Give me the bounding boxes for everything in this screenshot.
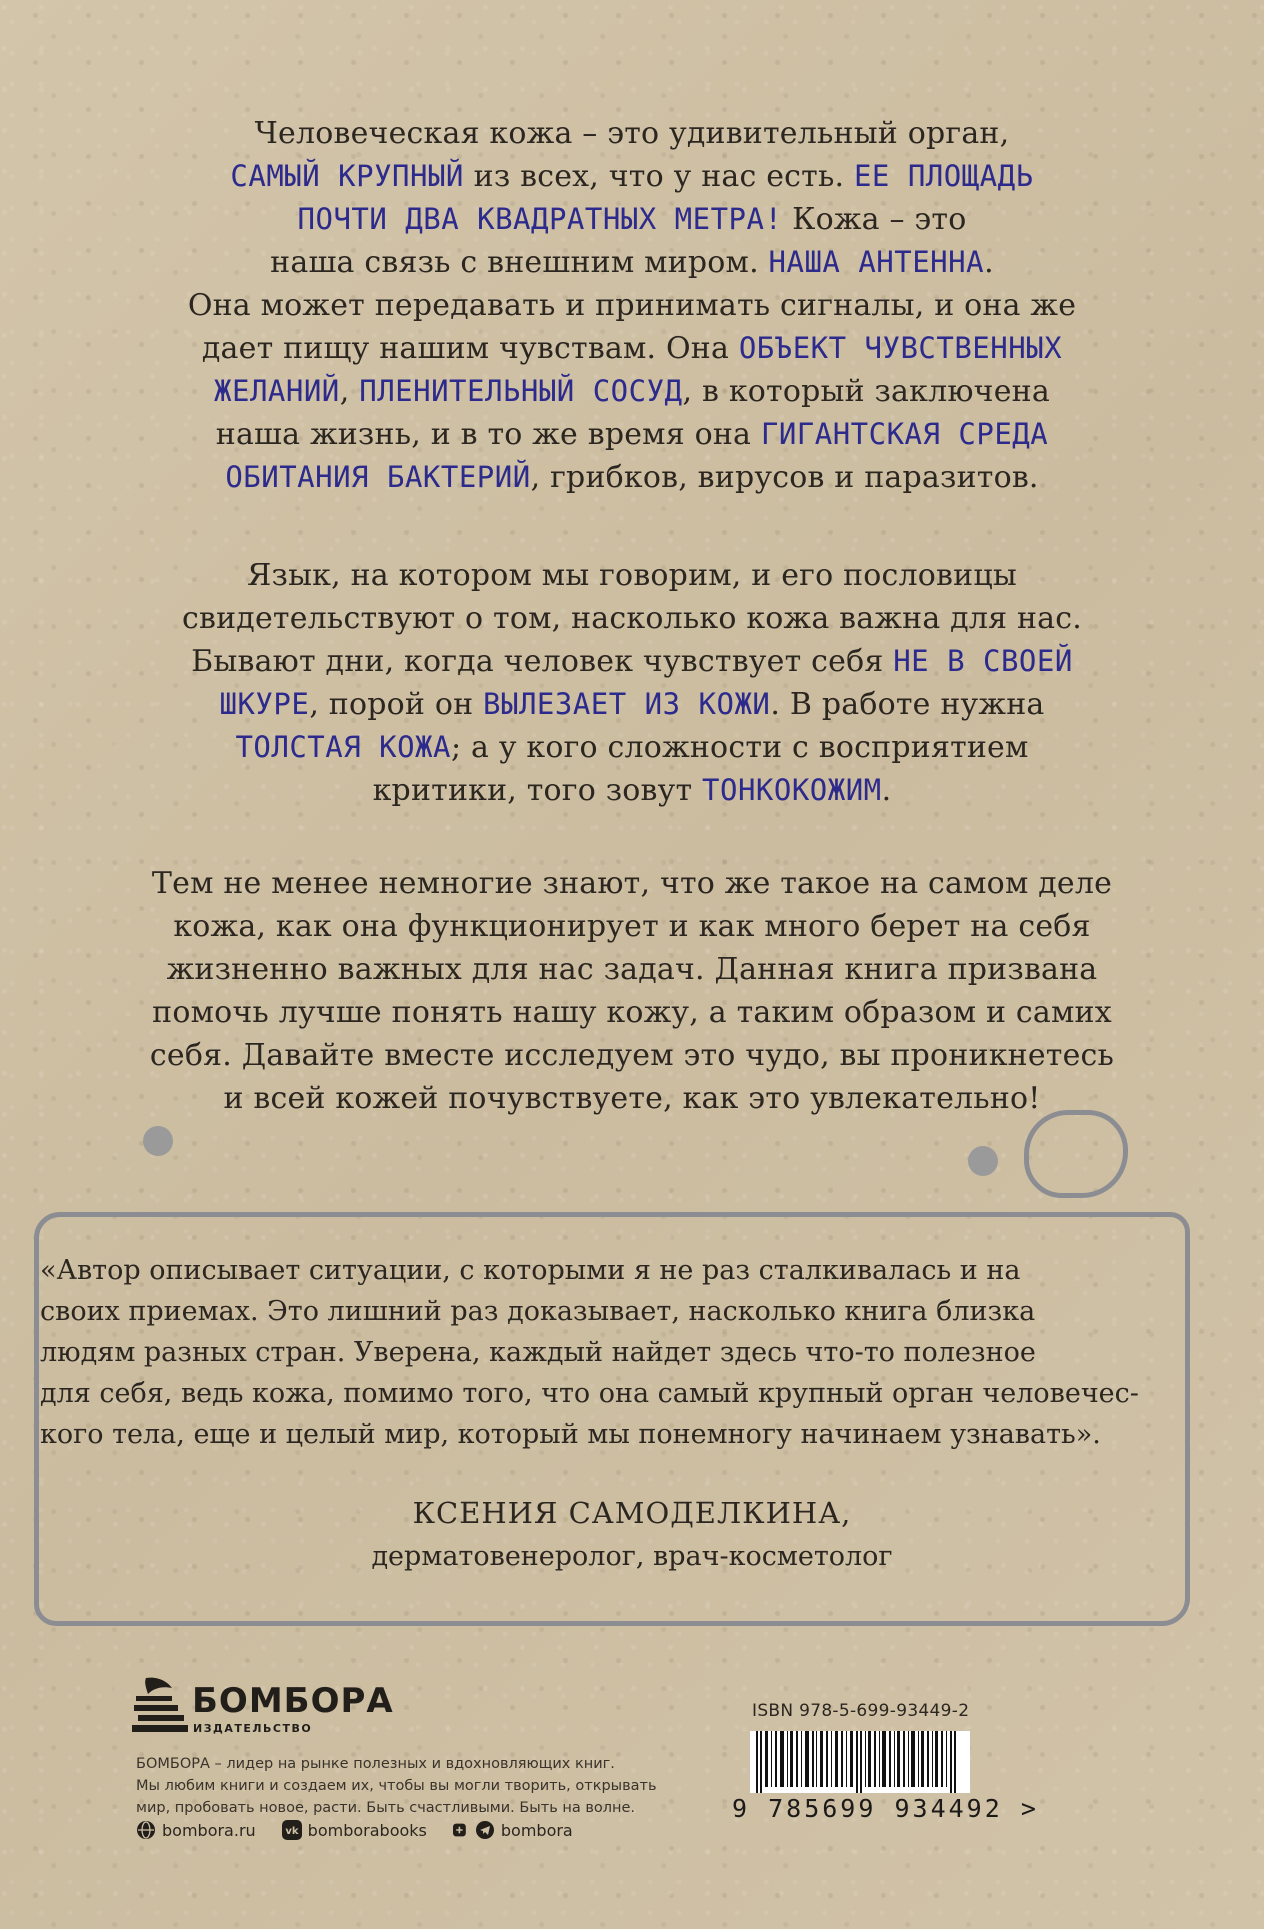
text-line: Тем не менее немногие знают, что же такое на самом деле <box>151 866 1113 901</box>
quote-line: кого тела, еще и целый мир, который мы понемногу начинаем узнавать». <box>40 1419 1101 1450</box>
highlight-text: ТОЛСТАЯ КОЖА <box>235 730 451 764</box>
publisher-subtitle: ИЗДАТЕЛЬСТВО <box>193 1722 313 1735</box>
text: свидетельствуют о том, насколько кожа важна для нас. <box>182 601 1082 636</box>
paragraph-language <box>0 554 1264 812</box>
text: Она может передавать и принимать сигналы, и она же <box>187 288 1077 323</box>
decorative-dot <box>968 1146 998 1176</box>
text-line <box>0 726 1264 769</box>
blurb-line: Мы любим книги и создаем их, чтобы вы могли творить, открывать <box>136 1778 657 1794</box>
highlight-text: ШКУРЕ <box>219 687 310 721</box>
quote-line: людям разных стран. Уверена, каждый найдет здесь что-то полезное <box>40 1337 1036 1368</box>
text-line: жизненно важных для нас задач. Данная книга призвана <box>166 952 1098 987</box>
svg-text:vk: vk <box>285 1826 299 1837</box>
blurb-line: БОМБОРА – лидер на рынке полезных и вдохновляющих книг. <box>136 1756 615 1772</box>
text-line: наша связь с внешним миром. НАША АНТЕННА. <box>270 245 994 280</box>
text: наша связь с внешним миром. <box>270 245 769 280</box>
social-telegram[interactable] <box>453 1820 573 1840</box>
text-line <box>0 413 1264 456</box>
text: Язык, на котором мы говорим, и его пословицы <box>247 558 1017 593</box>
text: , грибков, вирусов и паразитов. <box>530 460 1039 495</box>
text: , <box>339 374 360 409</box>
bombora-logo-icon <box>132 1674 192 1738</box>
quote-author-name: КСЕНИЯ САМОДЕЛКИНА, <box>412 1496 852 1530</box>
decorative-dot <box>143 1126 173 1156</box>
text-line: и всей кожей почувствуете, как это увлекательно! <box>223 1081 1041 1116</box>
highlight-text: ОБЪЕКТ ЧУВСТВЕННЫХ <box>738 331 1063 365</box>
review-quote <box>40 1250 1164 1455</box>
quote-line: «Автор описывает ситуации, с которыми я не раз сталкивалась и на <box>40 1255 1021 1286</box>
text: . <box>881 773 892 808</box>
text-line <box>0 683 1264 726</box>
globe-icon <box>136 1820 156 1840</box>
highlight-text: ТОНКОКОЖИМ <box>702 773 882 807</box>
plus-icon <box>453 1820 469 1840</box>
text-line <box>0 370 1264 413</box>
text: наша жизнь, и в то же время она <box>215 417 761 452</box>
social-vk[interactable] <box>282 1820 427 1840</box>
text-line: помочь лучше понять нашу кожу, а таким образом и самих <box>152 995 1112 1030</box>
barcode-icon <box>754 1731 966 1793</box>
text: , в который заключена <box>682 374 1050 409</box>
paragraph-purpose <box>0 862 1264 1120</box>
highlight-text: ПЛЕНИТЕЛЬНЫЙ СОСУД <box>359 374 683 408</box>
highlight-text: ГИГАНТСКАЯ СРЕДА <box>760 417 1049 451</box>
paragraph-intro <box>0 112 1264 499</box>
social-telegram-label: bombora <box>500 1820 573 1840</box>
isbn-digits: 9 785699 934492 > <box>732 1794 1039 1823</box>
decorative-ring <box>1024 1110 1128 1198</box>
quote-line: своих приемах. Это лишний раз доказывает, насколько книга близка <box>40 1296 1036 1327</box>
text-line <box>0 284 1264 327</box>
text: критики, того зовут <box>372 773 703 808</box>
text-line <box>0 456 1264 499</box>
text-line: кожа, как она функционирует и как много берет на себя <box>173 909 1091 944</box>
text: Бывают дни, когда человек чувствует себя <box>191 644 894 679</box>
vk-icon <box>282 1820 302 1840</box>
text: дает пищу нашим чувствам. Она <box>201 331 739 366</box>
text: . В работе нужна <box>770 687 1045 722</box>
text-line <box>0 597 1264 640</box>
social-web[interactable] <box>136 1820 256 1840</box>
quote-line: для себя, ведь кожа, помимо того, что она самый крупный орган человечес- <box>40 1378 1139 1409</box>
highlight-text: ЖЕЛАНИЙ <box>214 374 340 408</box>
text-line <box>0 554 1264 597</box>
text: Человеческая кожа – это удивительный орган, <box>254 116 1010 151</box>
text-line <box>0 769 1264 812</box>
text: , порой он <box>309 687 484 722</box>
social-vk-label: bomborabooks <box>307 1820 427 1840</box>
quote-author-role: дерматовенеролог, врач-косметолог <box>371 1541 893 1572</box>
highlight-text: НАША АНТЕННА <box>768 245 985 279</box>
blurb-line: мир, пробовать новое, расти. Быть счастливыми. Быть на волне. <box>136 1800 636 1816</box>
text-line <box>0 327 1264 370</box>
text: из всех, что у нас есть. <box>463 159 854 194</box>
telegram-icon <box>475 1820 495 1840</box>
publisher-blurb <box>136 1753 696 1819</box>
text: ; а у кого сложности с восприятием <box>450 730 1029 765</box>
highlight-text: ОБИТАНИЯ БАКТЕРИЙ <box>225 460 531 494</box>
publisher-name: БОМБОРА <box>192 1681 394 1721</box>
text-line <box>0 640 1264 683</box>
social-web-label: bombora.ru <box>162 1820 256 1840</box>
social-links <box>136 1820 599 1840</box>
highlight-text: ПОЧТИ ДВА КВАДРАТНЫХ МЕТРА! <box>297 202 783 236</box>
highlight-text: ЕЕ ПЛОЩАДЬ <box>853 159 1034 193</box>
text-line: себя. Давайте вместе исследуем это чудо, вы проникнетесь <box>149 1038 1115 1073</box>
highlight-text: ВЫЛЕЗАЕТ ИЗ КОЖИ <box>483 687 771 721</box>
text: Кожа – это <box>782 202 967 237</box>
isbn-label: ISBN 978-5-699-93449-2 <box>752 1701 970 1721</box>
highlight-text: САМЫЙ КРУПНЫЙ <box>230 159 464 193</box>
text-line <box>0 112 1264 155</box>
text-line <box>0 198 1264 241</box>
text-line <box>0 155 1264 198</box>
highlight-text: НЕ В СВОЕЙ <box>893 644 1073 678</box>
